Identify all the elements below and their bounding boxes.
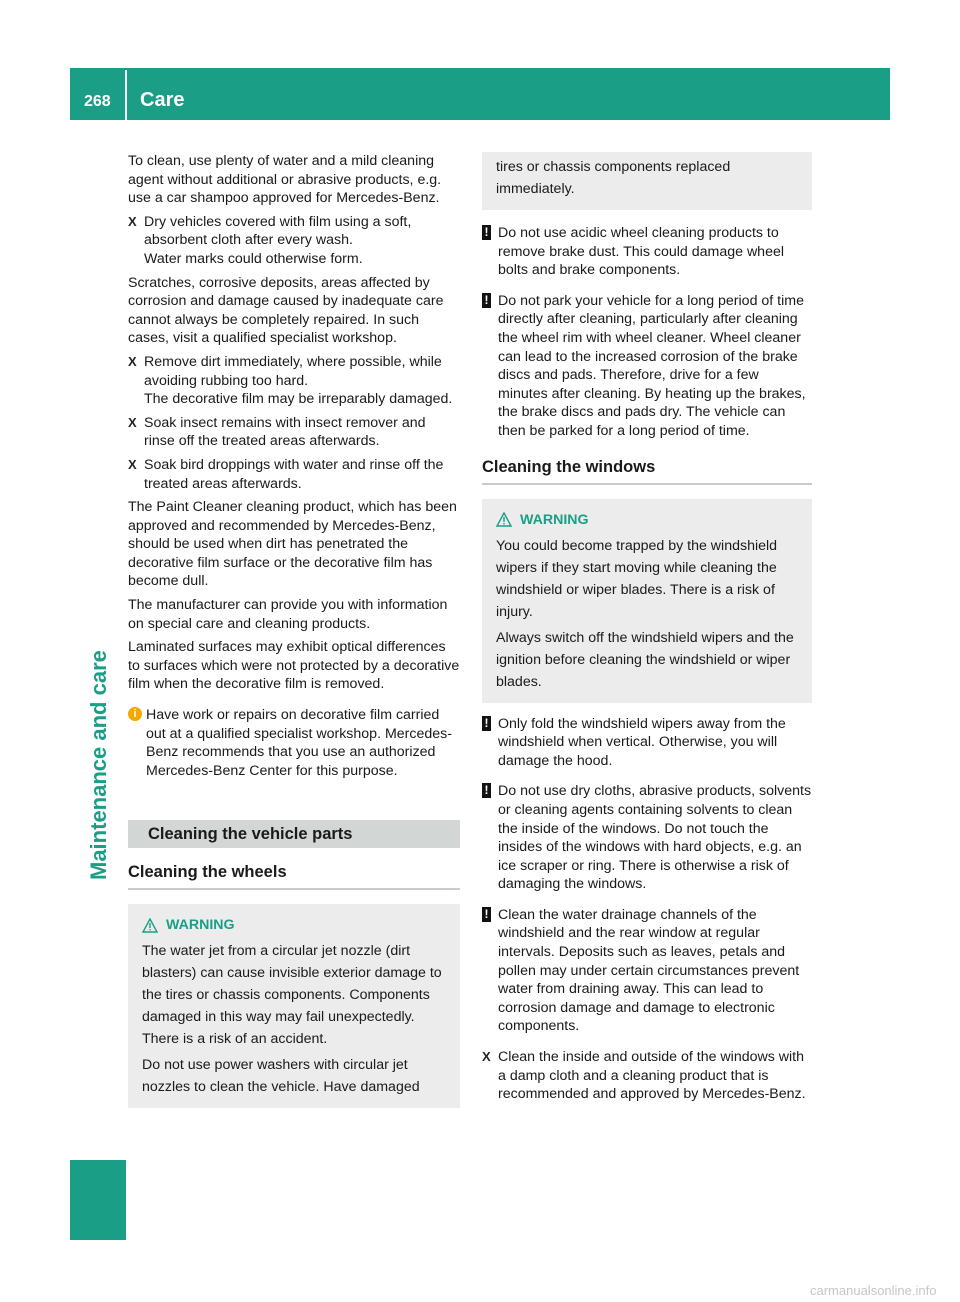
warning-text: Always switch off the windshield wipers and the ignition before cleaning the windshield or wiper blades. xyxy=(496,629,794,690)
arrow-icon: X xyxy=(482,1049,491,1065)
section-heading: Cleaning the vehicle parts xyxy=(128,820,460,848)
side-tab-block xyxy=(70,1160,126,1240)
exclamation-icon: ! xyxy=(482,293,491,308)
instruction-step: X Soak bird droppings with water and rinse off the treated areas afterwards. xyxy=(128,456,444,492)
right-column xyxy=(482,152,812,1109)
caution-note: ! Clean the water drainage channels of the windshield and the rear window at regular intervals. Deposits such as leaves, petals and pollen may under certain circumstances prevent water from draining away. This can lead to corrosion damage and damage to electronic components. xyxy=(482,906,812,1036)
arrow-icon: X xyxy=(128,456,137,472)
instruction-step: X Clean the inside and outside of the windows with a damp cloth and a cleaning product that is recommended and approved by Mercedes-Benz. xyxy=(482,1049,806,1103)
warning-text: Do not use power washers with circular jet nozzles to clean the vehicle. Have damaged xyxy=(142,1057,420,1096)
info-icon: i xyxy=(128,707,142,721)
page-number: 268 xyxy=(84,93,111,110)
sub-heading: Cleaning the windows xyxy=(482,453,812,485)
header-divider xyxy=(125,70,127,120)
info-note: i Have work or repairs on decorative film carried out at a qualified specialist workshop. Mercedes-Benz recommends that you use an authorized Mercedes-Benz Center for this purpose. xyxy=(128,706,460,780)
warning-box xyxy=(482,499,812,703)
sub-heading: Cleaning the wheels xyxy=(128,858,460,890)
warning-triangle-icon xyxy=(496,512,512,527)
exclamation-icon: ! xyxy=(482,783,491,798)
arrow-icon: X xyxy=(128,414,137,430)
instruction-step: X Soak insect remains with insect remover and rinse off the treated areas afterwards. xyxy=(128,414,426,450)
warning-text: tires or chassis components replaced immediately. xyxy=(496,159,731,197)
caution-note: ! Do not use acidic wheel cleaning products to remove brake dust. This could damage wheel bolts and brake components. xyxy=(482,224,812,280)
exclamation-icon: ! xyxy=(482,716,491,731)
paragraph: The Paint Cleaner cleaning product, which has been approved and recommended by Mercedes-Benz, should be used when dirt has penetrated the decorative film surface or the decorative film has become dull. xyxy=(128,499,457,590)
paragraph: Scratches, corrosive deposits, areas affected by corrosion and damage caused by inadequate care cannot always be completely repaired. In such cases, visit a qualified specialist workshop. xyxy=(128,274,444,347)
exclamation-icon: ! xyxy=(482,225,491,240)
warning-triangle-icon xyxy=(142,918,158,933)
instruction-step: X Dry vehicles covered with film using a soft, absorbent cloth after every wash. Water marks could otherwise form. xyxy=(128,213,412,267)
caution-note: ! Do not park your vehicle for a long period of time directly after cleaning, particularly after cleaning the wheel rim with wheel cleaner. Wheel cleaner can lead to the increased corrosion of the brake discs and pads. Therefore, drive for a few minutes after cleaning. By heating up the brakes, the brake discs and pads dry. The vehicle can then be parked for a long period of time. xyxy=(482,292,812,441)
arrow-icon: X xyxy=(128,353,137,369)
exclamation-icon: ! xyxy=(482,907,491,922)
header-bar xyxy=(70,68,890,120)
paragraph: Laminated surfaces may exhibit optical differences to surfaces which were not protected by a decorative film when the decorative film is removed. xyxy=(128,639,460,693)
instruction-step: X Remove dirt immediately, where possible, while avoiding rubbing too hard. The decorative film may be irreparably damaged. xyxy=(128,353,453,408)
warning-text: You could become trapped by the windshield wipers if they start moving while cleaning the windshield or wiper blades. There is a risk of injury. xyxy=(496,537,778,620)
left-column xyxy=(128,152,460,1120)
warning-title: WARNING xyxy=(142,914,450,936)
paragraph: The manufacturer can provide you with information on special care and cleaning products. xyxy=(128,597,448,632)
warning-box xyxy=(128,904,460,1108)
side-tab-label: Maintenance and care xyxy=(86,650,111,880)
paragraph: To clean, use plenty of water and a mild cleaning agent without additional or abrasive products, e.g. use a car shampoo approved for Mercedes-Benz. xyxy=(128,153,442,207)
section-title: Care xyxy=(140,89,185,111)
caution-note: ! Do not use dry cloths, abrasive products, solvents or cleaning agents containing solvents to clean the inside of the windows. Do not touch the insides of the windows with hard objects, e.g. an ice scraper or ring. There is otherwise a risk of damaging the windows. xyxy=(482,782,812,894)
warning-box-continued xyxy=(482,152,812,210)
warning-text: The water jet from a circular jet nozzle (dirt blasters) can cause invisible exterior damage to the tires or chassis components. Components damaged in this way may fail unexpectedly. There is a risk of an accident. xyxy=(142,943,442,1048)
caution-note: ! Only fold the windshield wipers away from the windshield when vertical. Otherwise, you will damage the hood. xyxy=(482,715,812,771)
footer-watermark: carmanualsonline.info xyxy=(810,1283,937,1298)
arrow-icon: X xyxy=(128,213,137,229)
warning-title: WARNING xyxy=(496,509,802,531)
